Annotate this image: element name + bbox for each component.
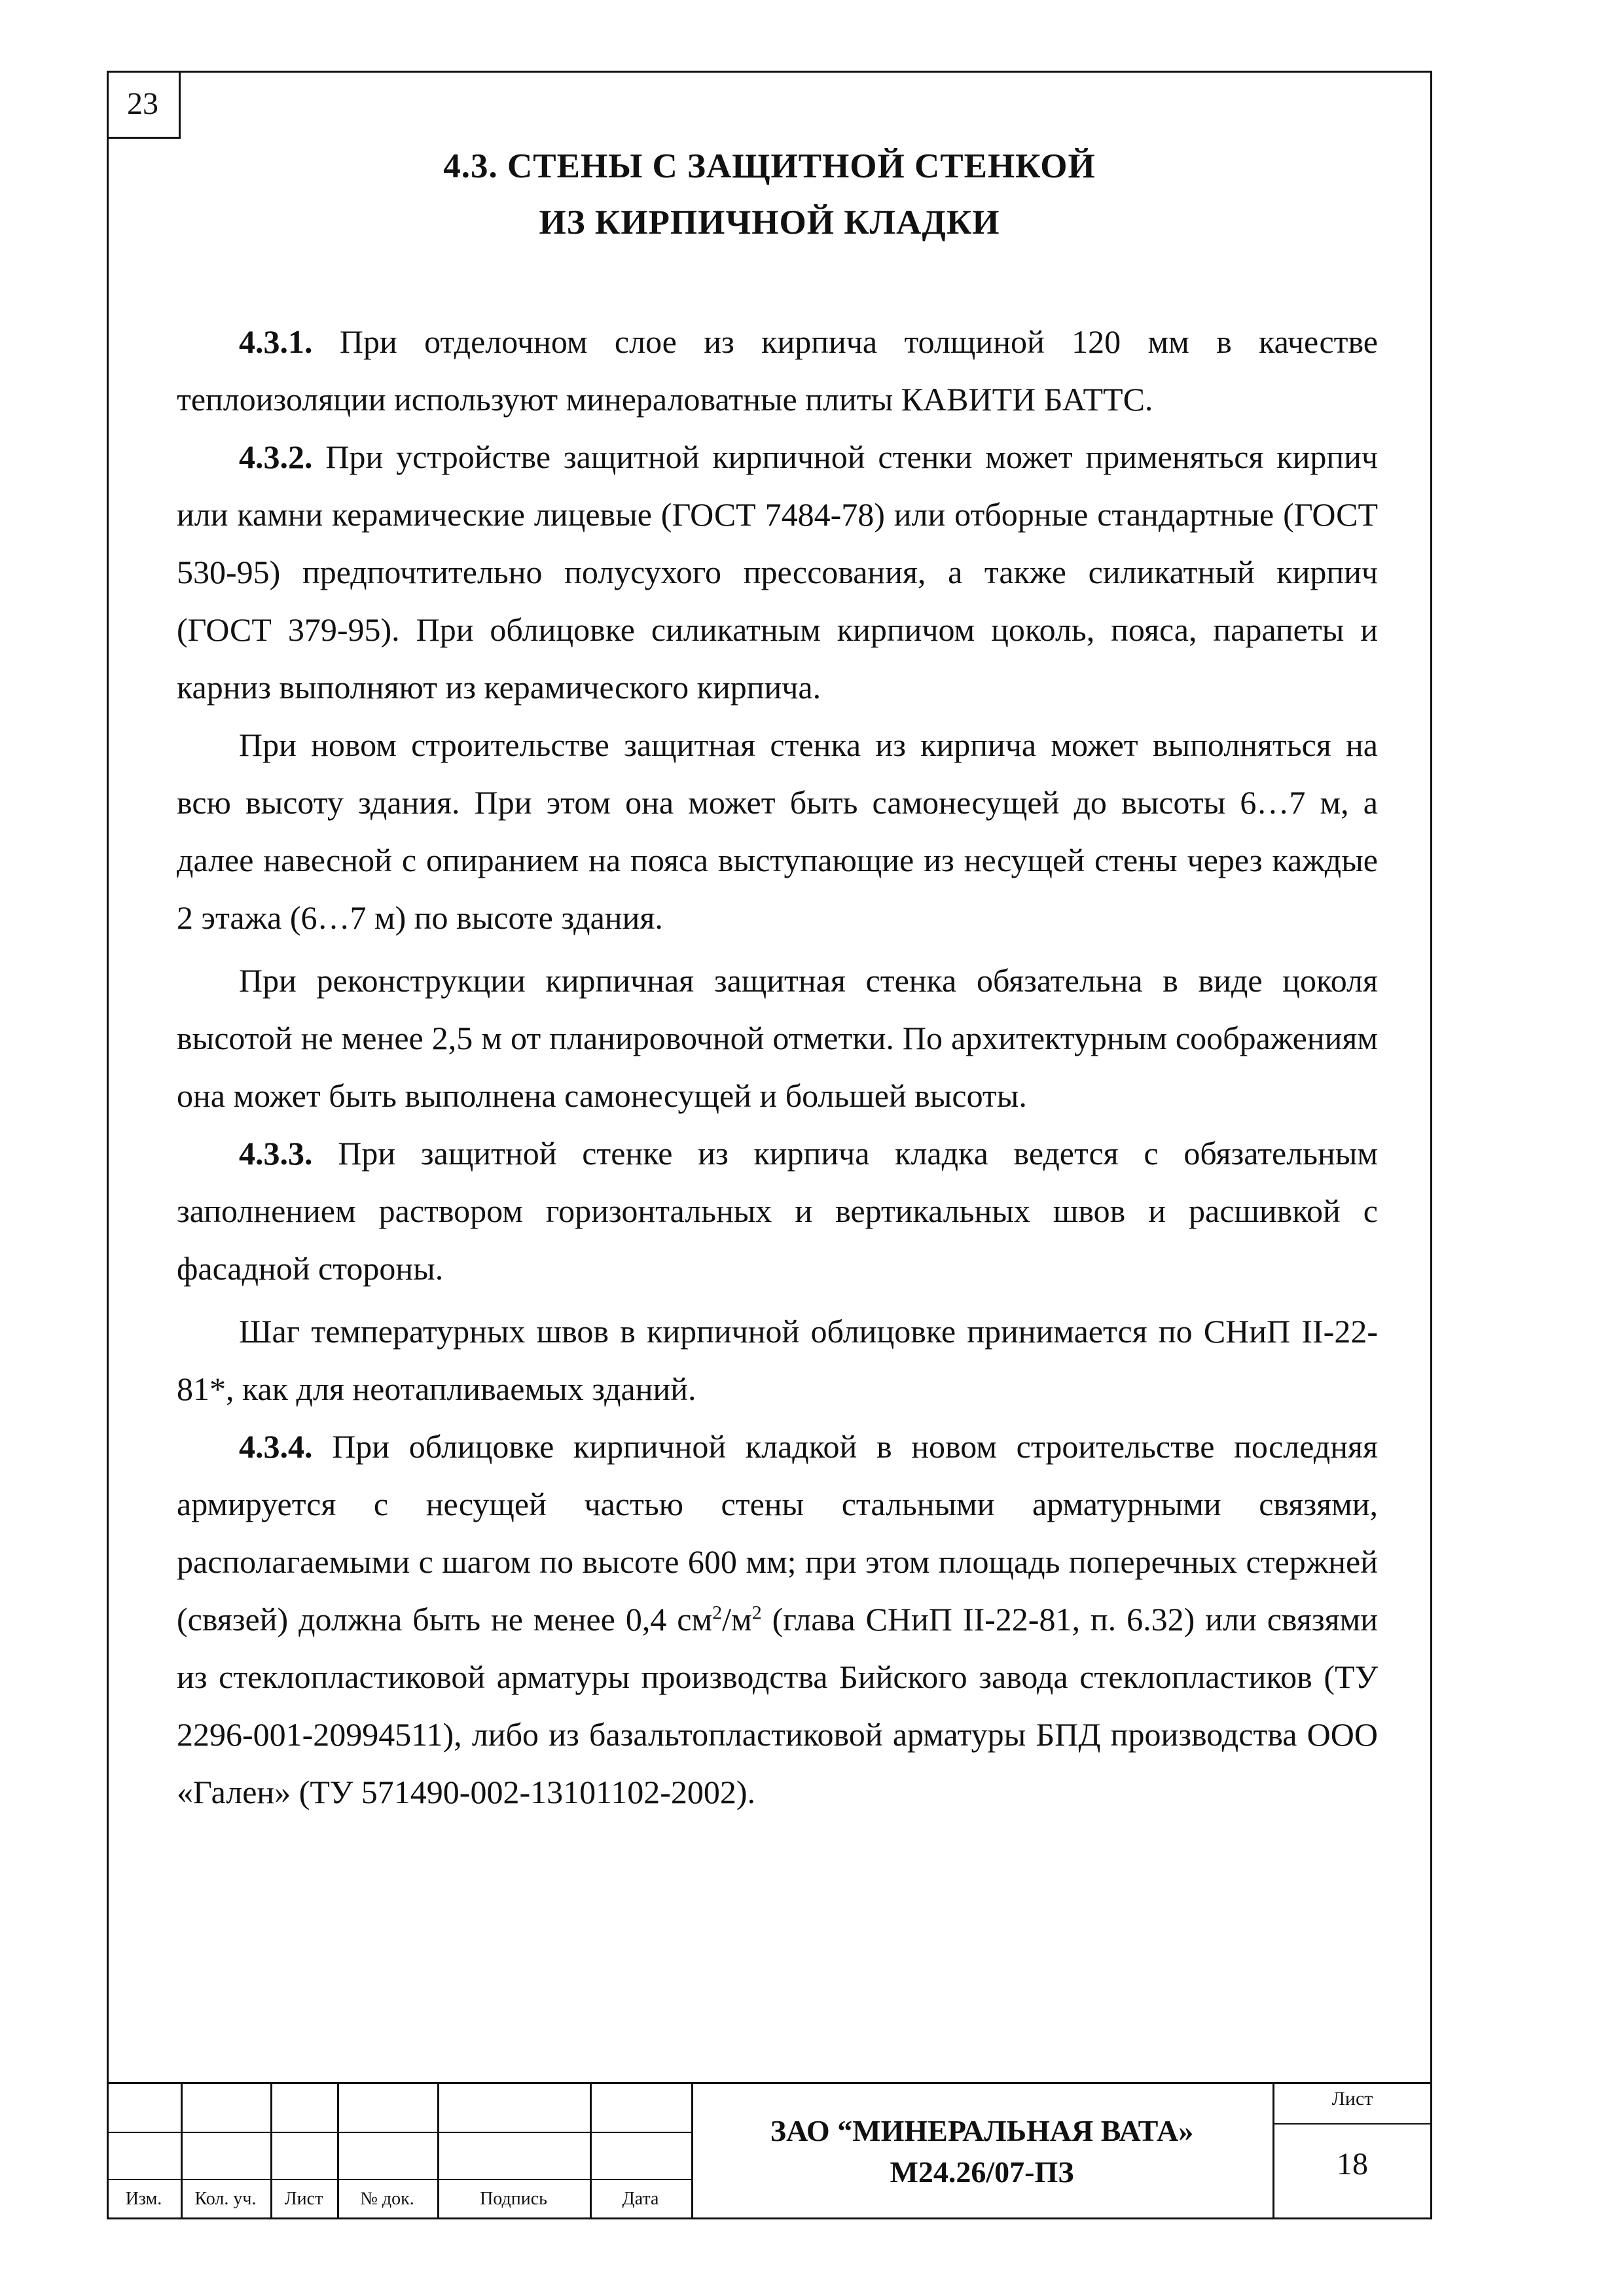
paragraph-4-3-2-reconstruction: При реконструкции кирпичная защитная стенка обязательна в виде цоколя высотой не менее 2,5 м от планировочной отметки. По архитектурным соображениям она может быть выполнена самонесущей и большей высоты. [177,962,1378,1114]
header-kol-uch: Кол. уч. [194,2189,257,2209]
title-block-row-line [107,2132,691,2133]
superscript: 2 [712,1602,723,1624]
paragraph-text: При облицовке кирпичной кладкой в новом строительстве последняя армируется с несущей частью стены стальными арматурными связями, располагаемыми с шагом по высоте 600 мм; при этом площадь поперечных стержней (связей) должна быть не менее 0,4 см [177,1428,1378,1638]
paragraph-text: При отделочном слое из кирпича толщиной 120 мм в качестве теплоизоляции используют минераловатные плиты КАВИТИ БАТТС. [177,323,1378,418]
sheet-label: Лист [1331,2088,1373,2109]
clause-number: 4.3.1. [239,323,313,360]
paragraph-4-3-1 [177,313,1378,428]
paragraph-text: /м [722,1601,752,1638]
paragraph-text: При защитной стенке из кирпича кладка ведется с обязательным заполнением раствором горизонтальных и вертикальных швов и расшивкой с фасадной стороны. [177,1135,1378,1287]
sheet-number: 18 [1337,2147,1368,2181]
paragraph-text: При устройстве защитной кирпичной стенки может применяться кирпич или камни керамические лицевые (ГОСТ 7484-78) или отборные стандартные (ГОСТ 530-95) предпочтительно полусухого прессования, а также силикатный кирпич (ГОСТ 379-95). При облицовке силикатным кирпичом цоколь, пояса, парапеты и карниз выполняют из керамического кирпича. [177,439,1378,706]
document-code: М24.26/07-ПЗ [890,2155,1074,2189]
paragraph-4-3-2 [177,428,1378,716]
section-title-line1: 4.3. СТЕНЫ С ЗАЩИТНОЙ СТЕНКОЙ [443,147,1096,185]
paragraph-text: (глава СНиП II-22-81, п. 6.32) или связями из стеклопластиковой арматуры производства Бийского завода стеклопластиков (ТУ 2296-001-20994511), либо из базальтопластиковой арматуры БПД производства ООО «Гален» (ТУ 571490-002-13101102-2002). [177,1601,1378,1810]
header-izm: Изм. [125,2189,162,2209]
paragraph-4-3-3-joints: Шаг температурных швов в кирпичной облицовке принимается по СНиП II-22-81*, как для неотапливаемых зданий. [177,1313,1378,1407]
paragraph-4-3-3 [177,1124,1378,1297]
title-block-divider [691,2084,693,2219]
header-date: Дата [622,2189,659,2209]
clause-number: 4.3.4. [239,1428,313,1465]
clause-number: 4.3.3. [239,1135,313,1172]
organization-name: ЗАО “МИНЕРАЛЬНАЯ ВАТА» [770,2114,1194,2147]
paragraph-4-3-2-new-construction: При новом строительстве защитная стенка из кирпича может выполняться на всю высоту здания. При этом она может быть самонесущей до высоты 6…7 м, а далее навесной с опиранием на пояса выступающие из несущей стены через каждые 2 этажа (6…7 м) по высоте здания. [177,726,1378,936]
title-block-row-line [1272,2123,1432,2125]
title-block [107,2082,1432,2219]
header-list: Лист [284,2189,323,2209]
superscript: 2 [751,1602,762,1624]
paragraph-4-3-4 [177,1418,1378,1821]
header-doc-number: № док. [360,2189,414,2209]
document-body [177,313,1378,1826]
section-title-line2: ИЗ КИРПИЧНОЙ КЛАДКИ [539,204,1000,242]
header-signature: Подпись [480,2189,547,2209]
page-number: 23 [107,71,181,139]
clause-number: 4.3.2. [239,439,313,475]
